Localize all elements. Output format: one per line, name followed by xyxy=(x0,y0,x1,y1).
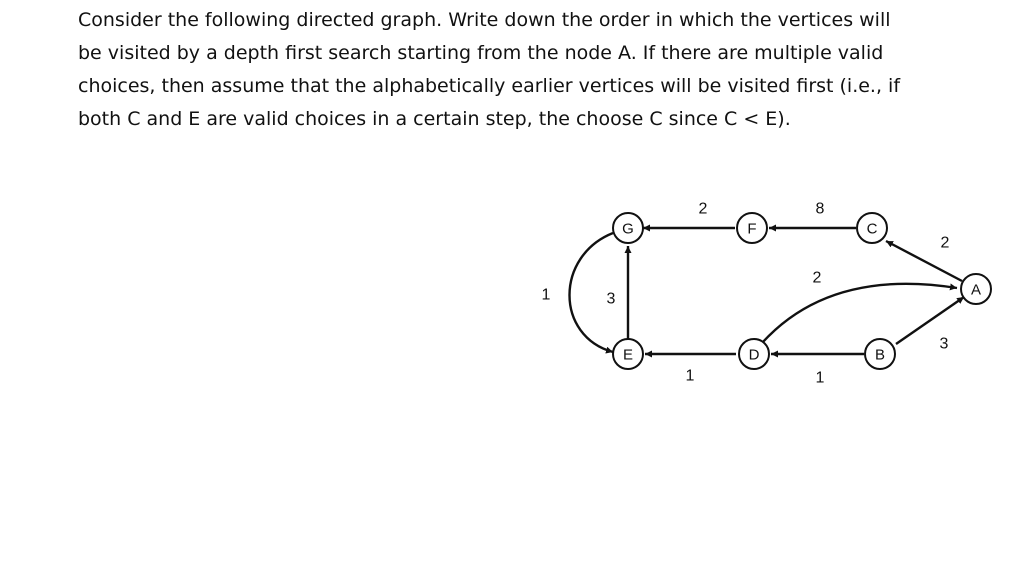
weight-d-to-e: 1 xyxy=(685,367,695,385)
node-d xyxy=(739,339,769,369)
node-a-label: A xyxy=(970,281,982,299)
node-e xyxy=(613,339,643,369)
node-g xyxy=(613,213,643,243)
question-line-4: both C and E are valid choices in a certain step, the choose C since C < E). xyxy=(78,108,791,130)
weight-d-to-a: 2 xyxy=(812,269,822,287)
node-d-label: D xyxy=(748,346,760,364)
weight-e-to-g: 3 xyxy=(606,290,616,308)
weight-b-to-d: 1 xyxy=(815,369,825,387)
node-a xyxy=(961,274,991,304)
weight-b-to-a: 3 xyxy=(939,335,949,353)
node-f xyxy=(737,213,767,243)
node-e-label: E xyxy=(622,346,634,364)
node-b xyxy=(865,339,895,369)
node-g-label: G xyxy=(622,220,634,238)
node-c-label: C xyxy=(866,220,878,238)
node-c xyxy=(857,213,887,243)
weight-g-to-e: 1 xyxy=(541,286,551,304)
node-b-label: B xyxy=(874,346,886,364)
weight-f-to-g: 2 xyxy=(698,200,708,218)
question-line-2: be visited by a depth first search starting from the node A. If there are multiple valid xyxy=(78,42,884,64)
question-line-3: choices, then assume that the alphabetically earlier vertices will be visited first (i.e., if xyxy=(78,75,901,97)
weight-a-to-c: 2 xyxy=(940,234,950,252)
edge-a-to-c xyxy=(886,241,962,281)
edge-b-to-a xyxy=(896,297,964,344)
edge-d-to-a xyxy=(762,284,957,343)
node-f-label: F xyxy=(747,220,757,238)
weight-c-to-f: 8 xyxy=(815,200,825,218)
question-line-1: Consider the following directed graph. Write down the order in which the vertices will xyxy=(78,9,891,31)
